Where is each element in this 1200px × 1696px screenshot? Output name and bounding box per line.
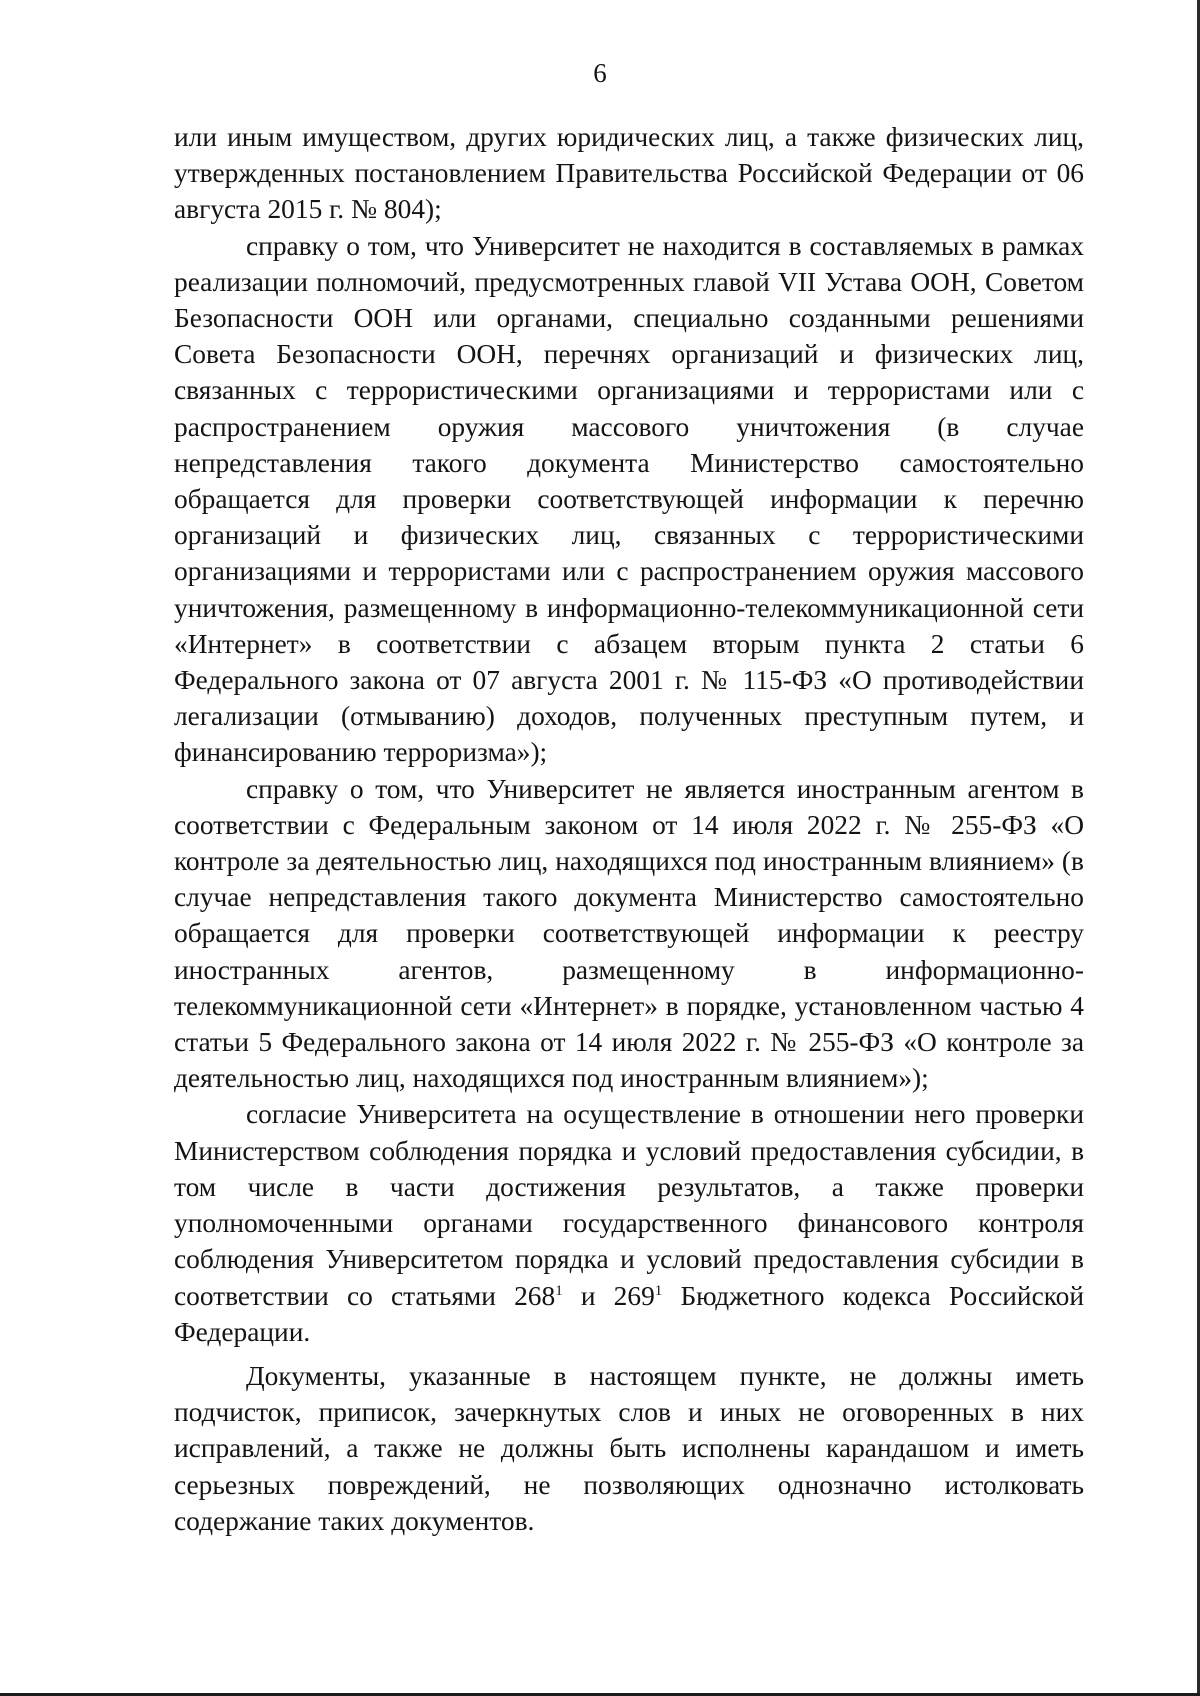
paragraph-4-text-1: согласие Университета на осуществление в отношении него проверки Министерством соблюдения порядка и условий предоставления субсидии, в том числе в части достижения результатов, а также проверки уполномоченными органами государственного финансового контроля соблюдения Университетом порядка и условий предоставления субсидии в соответствии со статьями 268 — [174, 1099, 1084, 1311]
paragraph-2: справку о том, что Университет не находится в составляемых в рамках реализации полномочий, предусмотренных главой VII Устава ООН, Советом Безопасности ООН или органами, специально созданными решениями Совета Безопасности ООН, перечнях организаций и физических лиц, связанных с террористическими организациями и террористами или с распространением оружия массового уничтожения (в случае непредставления такого документа Министерство самостоятельно обращается для проверки соответствующей информации к перечню организаций и физических лиц, связанных с террористическими организациями и террористами или с распространением оружия массового уничтожения, размещенному в информационно-телекоммуникационной сети «Интернет» в соответствии с абзацем вторым пункта 2 статьи 6 Федерального закона от 07 августа 2001 г. № 115-ФЗ «О противодействии легализации (отмыванию) доходов, полученных преступным путем, и финансированию терроризма»); — [174, 230, 1084, 768]
paragraph-4-text-2: и 269 — [562, 1280, 655, 1311]
paragraph-3: справку о том, что Университет не является иностранным агентом в соответствии с Федеральным законом от 14 июля 2022 г. № 255-ФЗ «О контроле за деятельностью лиц, находящихся под иностранным влиянием» (в случае непредставления такого документа Министерство самостоятельно обращается для проверки соответствующей информации к реестру иностранных агентов, размещенному в информационно-телекоммуникационной сети «Интернет» в порядке, установленном частью 4 статьи 5 Федерального закона от 14 июля 2022 г. № 255-ФЗ «О контроле за деятельностью лиц, находящихся под иностранным влиянием»); — [174, 773, 1084, 1094]
page-number: 6 — [593, 58, 607, 88]
paragraph-1: или иным имуществом, других юридических лиц, а также физических лиц, утвержденных постановлением Правительства Российской Федерации от 06 августа 2015 г. № 804); — [174, 122, 1084, 225]
paragraph-4-text-3: Бюджетного кодекса Российской Федерации. — [174, 1280, 1084, 1347]
document-body — [174, 119, 1084, 1539]
superscript-1: 1 — [555, 1282, 563, 1299]
paragraph-5: Документы, указанные в настоящем пункте, не должны иметь подчисток, приписок, зачеркнутых слов и иных не оговоренных в них исправлений, а также не должны быть исполнены карандашом и иметь серьезных повреждений, не позволяющих однозначно истолковать содержание таких документов. — [174, 1360, 1084, 1536]
superscript-2: 1 — [654, 1282, 663, 1299]
paragraph-4 — [174, 1096, 1084, 1349]
